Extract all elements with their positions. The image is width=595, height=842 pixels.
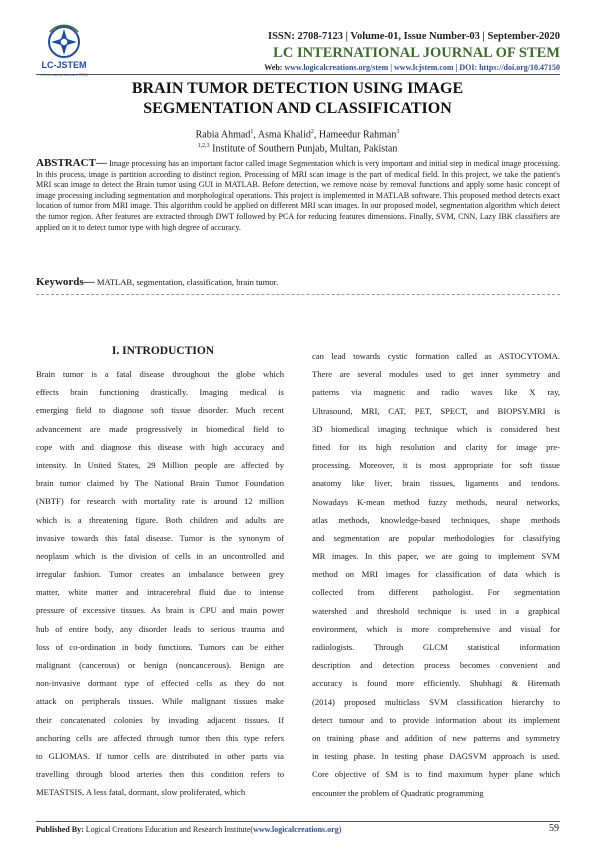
body-text-line: Brain tumor is a fatal disease throughout the globe which xyxy=(36,369,284,379)
abstract-label: ABSTRACT— xyxy=(36,157,107,169)
separator-dashes xyxy=(36,294,560,295)
author-name: Hameedur Rahman xyxy=(318,129,397,141)
body-text-line: Ultrasound, MRI, CAT, PET, SPECT, and BIOPSY.MRI is xyxy=(312,405,560,416)
body-text-line: MR images. In this paper, we are going to implement SVM xyxy=(312,551,560,562)
affiliation-sup: 1,2,3 xyxy=(197,143,210,149)
body-text-line: atlas methods, knowledge-based techniques, shape methods xyxy=(312,514,560,525)
body-text-line: Core objective of SM is to find maximum hyper plane which xyxy=(312,769,560,780)
body-text-line: radiologists. Through GLCM statistical information xyxy=(312,642,560,652)
journal-name: LC INTERNATIONAL JOURNAL OF STEM xyxy=(273,45,560,61)
body-text-line: (2014) proposed multiclass SVM classification hierarchy to xyxy=(312,696,560,707)
body-text-line: advancement are made progressively in biomedical field to xyxy=(36,423,284,434)
body-text-line: to GLIOMAS. If tumor cells are distributed in other parts via xyxy=(36,750,284,761)
author-name: Rabia Ahmad xyxy=(195,129,251,141)
keywords-text: MATLAB, segmentation, classification, brain tumor. xyxy=(96,277,279,287)
body-text-line: Nowadays K-mean method fuzzy methods, neural networks, xyxy=(312,496,560,507)
body-text-line: environment, which is more comprehensive and visual for xyxy=(312,623,560,634)
body-text-line: cope with and diagnose this disease with high accuracy and xyxy=(36,441,284,452)
web-line xyxy=(150,63,560,72)
body-text-line: anchoring cells are affected through tumor then this type refers xyxy=(36,732,284,743)
affiliation-text: Institute of Southern Punjab, Multan, Pakistan xyxy=(212,143,398,155)
body-text-line: intensity. In United States, 29 Million people are affected by xyxy=(36,459,284,470)
body-text-line: malignant (cancerous) or benign (noncancerous). Benign are xyxy=(36,660,284,670)
body-text-line: neoplasm which is the division of cells in an uncontrolled and xyxy=(36,550,284,561)
body-text-line: pressure of excessive tissues. As brain is CPU and main power xyxy=(36,605,284,616)
body-text-line: loss of co-ordination in body functions. Tumors can be either xyxy=(36,641,284,652)
body-text-line: description and detection process becomes convenient and xyxy=(312,660,560,671)
body-text-line: invasive towards this fatal disease. Tumor is the synonym of xyxy=(36,532,284,543)
issn-line: ISSN: 2708-7123 | Volume-01, Issue Number-03 | September-2020 xyxy=(267,31,560,42)
footer-rule xyxy=(36,821,560,822)
body-text-line: can lead towards cystic formation called as ASTOCYTOMA. xyxy=(312,351,560,361)
page-number: 59 xyxy=(549,823,559,834)
abstract-text: Image processing has an important factor called image Segmentation which is very important and initial step in medical image processing. In this process, image is partition according to distinct region. Processing of MRI scan image is the part of medical field. In this project, we take the patient's MRI scan image to detect the Brain tumor using GUI in MATLAB. Before detection, we remove noise by removal functions and apply some basic concept of image processing including segmentation and morphological operations. This project is implemented in MATLAB software. This proposed method detects exact location of tumor from MRI image. This algorithm could be applied on different MRI scan images. In our proposed model, segmentation algorithm which detect the tumor region. After features are extracted through DWT followed by PCA for reducing features dimensions. Finally, SVM, CNN, Lazy IBK classifiers are applied on it to detect tumor type with high degree of accuracy. xyxy=(36,159,561,232)
author-name: Asma Khalid xyxy=(257,129,311,141)
body-text-line: There are several modules used to get inner symmetry and xyxy=(312,369,560,380)
body-text-line: anatomy like liver, brain tissues, ligaments and tendons. xyxy=(312,478,560,489)
journal-logo xyxy=(36,22,92,80)
body-text-line: collected from different pathologist. For segmentation xyxy=(312,587,560,598)
body-text-line: non-invasive dormant type of effected cells as they do not xyxy=(36,678,284,689)
logo-text: LC-JSTEM xyxy=(41,60,87,70)
published-label: Published By: xyxy=(36,825,84,834)
web-links[interactable]: www.logicalcreations.org/stem | www.lcjstem.com | DOI: https://doi.org/10.47150 xyxy=(284,63,560,72)
logo-subtext: LC-International Journal of STEM xyxy=(40,73,88,77)
body-text-line: which is a threatening figure. Both children and adults are xyxy=(36,514,284,525)
body-text-line: detect tumour and to provide information about its implement xyxy=(312,714,560,725)
body-text-line: and segmentation are popular methodologies for classifying xyxy=(312,532,560,543)
keywords xyxy=(36,276,560,288)
footer: Published By: Logical Creations Education and Research Institute(www.logicalcreations.org) xyxy=(36,825,342,834)
body-text-line: patterns via magnetic and radio waves like X ray, xyxy=(312,387,560,398)
body-text-line: (NBTF) for research with mortality rate is around 12 million xyxy=(36,496,284,507)
title-line-1: BRAIN TUMOR DETECTION USING IMAGE xyxy=(131,80,464,97)
body-text-line: METASTSIS, A less fatal, dormant, slow proliferated, which xyxy=(36,787,246,798)
author-sup: 2 xyxy=(310,129,314,135)
author-list: Rabia Ahmad$^1$, Asma Khalid$^2$, Hameedur Rahman$^3$ xyxy=(195,129,400,141)
body-text-line: attack on peripherals tissues. While malignant tissues make xyxy=(36,696,284,707)
body-text-line: 3D biomedical imaging technique which is considered best xyxy=(312,423,560,434)
right-column xyxy=(312,347,560,802)
keywords-label: Keywords— xyxy=(36,276,95,288)
affiliation xyxy=(60,143,535,154)
section-heading: I. INTRODUCTION xyxy=(111,345,215,357)
body-text-line: fitted for its high resolution and clarity for image pre- xyxy=(312,441,560,452)
body-text-line: brain tumor claimed by The National Brain Tumor Foundation xyxy=(36,478,284,489)
author-sup: 1 xyxy=(250,129,254,135)
body-text-line: irregular fashion. Tumor creates an imbalance between grey xyxy=(36,569,284,580)
body-text-line: watershed and threshold technique is used in a graphical xyxy=(312,605,560,616)
publisher-link[interactable]: www.logicalcreations.org xyxy=(253,825,339,834)
body-text-line: method on MRI images for classification of data which is xyxy=(312,569,560,580)
body-text-line: effects brain functioning drastically. Imaging medical is xyxy=(36,387,284,398)
body-text-line: matter, white matter and intracerebral fluid due to intense xyxy=(36,587,284,598)
publisher-name: Logical Creations Education and Research Institute xyxy=(85,825,251,834)
body-text-line: processing. Moreover, it is most appropriate for soft tissue xyxy=(312,460,560,471)
body-text-line: accuracy is found more efficiently. Shubhagi & Hiremath xyxy=(312,678,560,689)
abstract xyxy=(36,158,560,233)
body-text-line: on training phase and addition of new patterns and symmetry xyxy=(312,732,560,743)
left-column xyxy=(36,365,284,802)
header-rule xyxy=(36,74,560,75)
body-text-line: travelling through blood arteries then this condition refers to xyxy=(36,769,284,780)
web-label: Web: xyxy=(264,63,283,72)
body-text-line: encounter the problem of Quadratic programming xyxy=(312,787,484,798)
author-sup: 3 xyxy=(396,129,400,135)
body-text-line: their concatenated colonies by invading adjacent tissues. If xyxy=(36,714,284,725)
body-text-line: hub of entire body, any disorder leads to serious trauma and xyxy=(36,623,284,634)
title-line-2: SEGMENTATION AND CLASSIFICATION xyxy=(143,100,452,117)
paper-title xyxy=(60,79,535,119)
body-text-line: emerging field to diagnose soft tissue disorder. Much recent xyxy=(36,405,284,416)
body-text-line: in testing phase. In testing phase DAGSVM approach is used. xyxy=(312,751,560,762)
